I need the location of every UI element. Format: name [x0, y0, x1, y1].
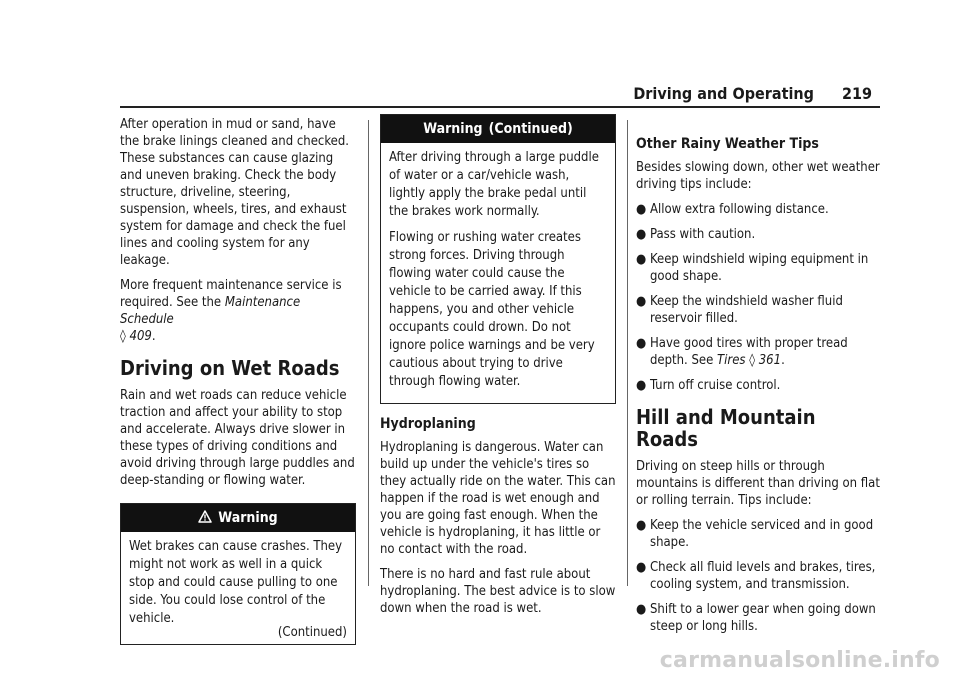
list-item: ● Check all fluid levels and brakes, tires, cooling system, and transmission. [636, 560, 876, 592]
bullet-icon: ● [636, 602, 647, 617]
heading-hill-mountain: Hill and Mountain Roads [636, 405, 816, 451]
bullet-icon: ● [636, 227, 647, 242]
link-maintenance-schedule[interactable]: Maintenance Schedule [120, 295, 301, 327]
link-tires[interactable]: Tires [717, 353, 746, 368]
warning-header [121, 504, 355, 532]
warning-puddle-text: After driving through a large puddle of water or a car/vehicle wash, lightly apply the brake pedal until the brakes work normally. [389, 150, 599, 219]
bullet-icon: ● [636, 336, 647, 351]
warning-continued-box [380, 114, 616, 404]
column-3 [636, 118, 880, 643]
paragraph-hydroplaning: Hydroplaning is dangerous. Water can build up under the vehicle's tires so they actually ride on the water. This can happen if the road is wet enough and you are going fast enough. When the vehicle is hydroplaning, it has little or no contact with the road. [380, 440, 616, 557]
warning-flowing-text: Flowing or rushing water creates strong forces. Driving through flowing water could cause the vehicle to be carried away. If this happens, you and other vehicle occupants could drown. Do not ignore police warnings and be very cautious about trying to drive through flowing water. [389, 230, 595, 389]
continued-label: (Continued) [277, 625, 347, 640]
header-rule [120, 106, 880, 108]
list-item: ● Have good tires with proper tread depth. See Tires ◊ 361. [636, 336, 848, 368]
warning-box [120, 503, 356, 645]
list-item: ● Keep the vehicle serviced and in good shape. [636, 518, 874, 550]
bullet-icon: ● [636, 202, 647, 217]
column-2 [380, 114, 616, 625]
bullet-icon: ● [636, 252, 647, 267]
warning-triangle-icon [198, 510, 212, 527]
section-title: Driving and Operating [633, 84, 814, 103]
page-header [633, 84, 872, 103]
warning-continued-header: Warning (Continued) [381, 115, 615, 143]
list-item: ● Keep windshield wiping equipment in good shape. [636, 252, 869, 284]
warning-text: Wet brakes can cause crashes. They might not work as well in a quick stop and could cause pulling to one side. You could lose control of the vehicle. [129, 539, 343, 626]
rainy-tips-list [636, 201, 880, 394]
heading-hydroplaning: Hydroplaning [380, 416, 476, 432]
heading-rainy-tips: Other Rainy Weather Tips [636, 136, 819, 152]
paragraph-mud-sand: After operation in mud or sand, have the brake linings cleaned and checked. These substances can cause glazing and uneven braking. Check the body structure, driveline, steering, suspension, wheels, tires, and exhaust system for damage and check the fuel lines and cooling system for any leakage. [120, 117, 349, 268]
bullet-icon: ● [636, 294, 647, 309]
paragraph-hydroplaning-advice: There is no hard and fast rule about hydroplaning. The best advice is to slow down when the road is wet. [380, 567, 616, 616]
page-ref-icon: ◊ [120, 329, 126, 344]
bullet-icon: ● [636, 560, 647, 575]
list-item: ● Shift to a lower gear when going down steep or long hills. [636, 602, 876, 634]
hill-tips-list [636, 517, 880, 635]
page-ref-409[interactable]: 409 [129, 329, 152, 344]
heading-wet-roads: Driving on Wet Roads [120, 356, 340, 380]
paragraph-hill-intro: Driving on steep hills or through mountains is different than driving on flat or rolling terrain. Tips include: [636, 459, 880, 508]
warning-body [121, 532, 355, 644]
list-item: ● Turn off cruise control. [636, 378, 781, 393]
watermark: carmanualsonline.info [659, 648, 940, 673]
column-divider-1 [368, 120, 369, 586]
bullet-icon: ● [636, 378, 647, 393]
warning-title: Warning [218, 510, 278, 526]
page-ref-icon: ◊ [749, 353, 756, 368]
column-1 [120, 116, 356, 645]
page-ref-361[interactable]: 361 [758, 353, 782, 368]
list-item: ● Pass with caution. [636, 227, 756, 242]
paragraph-wet-roads: Rain and wet roads can reduce vehicle traction and affect your ability to stop and accelerate. Always drive slower in these types of driving conditions and avoid driving through large puddles and deep-standing or flowing water. [120, 388, 355, 488]
bullet-icon: ● [636, 518, 647, 533]
list-item: ● Keep the windshield washer fluid reservoir filled. [636, 294, 843, 326]
paragraph-rainy-intro: Besides slowing down, other wet weather driving tips include: [636, 160, 880, 192]
column-divider-2 [627, 120, 628, 586]
paragraph-maintenance: More frequent maintenance service is required. See the Maintenance Schedule ◊ 409. [120, 278, 342, 344]
warning-continued-body [381, 143, 615, 403]
page-number: 219 [841, 84, 872, 103]
list-item: ● Allow extra following distance. [636, 202, 829, 217]
